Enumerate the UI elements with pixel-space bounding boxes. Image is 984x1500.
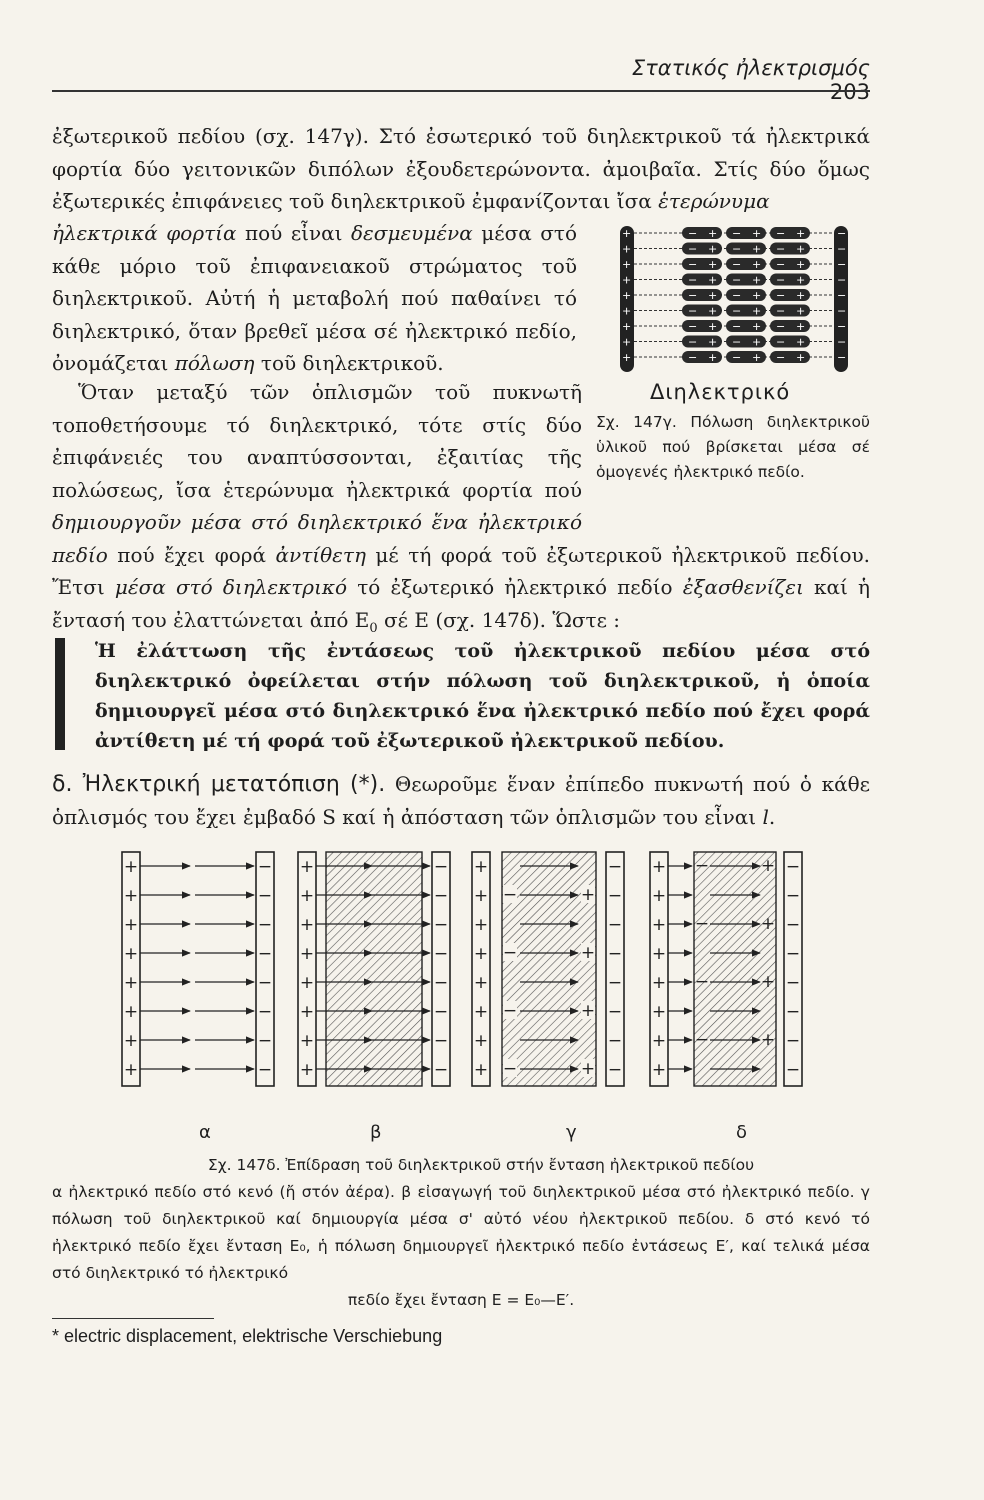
induced-positive: + [760,1030,776,1050]
figure-147d [110,846,820,1096]
dipole-charge: − [732,289,742,302]
dipole-charge: + [796,289,806,302]
dipole-charge: − [776,258,786,271]
running-header [590,56,870,104]
dipole-charge: + [752,258,762,271]
plate-negative-sign: − [607,973,623,993]
para1-text-d: κάθε μόριο τοῦ ἐπιφανειακοῦ στρώματος τοῦ διηλεκτρικοῦ. Αὐτή ἡ μεταβολή πού παθαίνει τό διηλεκτρικό, ὅταν βρεθεῖ μέσα σέ ἠλεκτρικό πεδίο, ὀνομάζεται [52,253,577,375]
induced-positive: + [760,972,776,992]
plate-positive-sign: + [299,886,315,906]
dipole-charge: − [732,335,742,349]
dipole-charge: + [752,227,762,240]
dipole-charge: − [776,227,786,240]
plate-plus-sign: + [622,289,632,302]
label-alpha: α [199,1122,211,1143]
plate-negative-sign: − [257,973,273,993]
plate-plus-sign: + [622,335,632,349]
dipole-charge: + [708,227,718,240]
induced-positive: + [580,1001,596,1021]
dipole-charge: + [796,273,806,287]
plate-negative-sign: − [785,973,801,993]
plate-positive-sign: + [473,886,489,906]
dipole-charge: + [708,320,718,333]
para1-text-e: τοῦ διηλεκτρικοῦ. [254,351,444,375]
para1-text-b: πού εἶναι [236,221,352,245]
dipole-charge: + [752,273,762,287]
plate-positive-sign: + [651,1031,667,1051]
plate-negative-sign: − [607,1002,623,1022]
plate-negative-sign: − [607,886,623,906]
dipole-charge: + [796,351,806,364]
plate-positive-sign: + [123,915,139,935]
induced-positive: + [580,943,596,963]
bold-statement: Ἡ ἐλάττωση τῆς ἐντάσεως τοῦ ἠλεκτρικοῦ πεδίου μέσα στό διηλεκτρικό ὀφείλεται στήν πόλωση τοῦ διηλεκτρικοῦ, ἡ ὁποία δημιουργεῖ μέσα στό διηλεκτρικό ἕνα ἠλεκτρικό πεδίο πού ἔχει φορά ἀντίθετη μέ τή φορά τοῦ ἐξωτερικοῦ ἠλεκτρικοῦ πεδίου. [95,640,870,752]
label-gamma: γ [566,1122,577,1143]
footnote-rule [52,1318,214,1319]
paragraph-1-top [52,120,870,218]
dipole-charge: + [708,258,718,271]
dipole-charge: − [776,242,786,256]
plate-positive-sign: + [299,973,315,993]
plate-positive-sign: + [299,944,315,964]
plate-negative-sign: − [785,1060,801,1080]
paragraph-2 [52,376,870,645]
dipole-charge: − [688,258,698,271]
plate-minus-sign: − [837,227,847,240]
plate-negative-sign: − [785,944,801,964]
section-delta-heading: δ. Ἠλεκτρική μετατόπιση (*). [52,772,386,797]
plate-minus-sign: − [837,258,847,271]
plate-negative-sign: − [257,1002,273,1022]
plate-plus-sign: + [622,351,632,364]
dipole-charge: − [776,304,786,318]
plate-positive-sign: + [473,1060,489,1080]
label-delta: δ [736,1122,748,1143]
emphasis-bar [55,638,65,750]
dipole-charge: + [752,242,762,256]
plate-minus-sign: − [837,320,847,333]
section-delta-l: l [762,805,769,829]
dipole-charge: + [796,227,806,240]
plate-minus-sign: − [837,335,847,349]
plate-positive-sign: + [651,1002,667,1022]
plate-negative-sign: − [785,1002,801,1022]
plate-positive-sign: + [123,973,139,993]
para1-italic-b: ἠλεκτρικά φορτία [52,221,237,245]
figure-147c [612,222,852,382]
plate-negative-sign: − [785,915,801,935]
plate-positive-sign: + [473,973,489,993]
dipole-charge: − [732,351,742,364]
plate-minus-sign: − [837,289,847,302]
plate-negative-sign: − [433,944,449,964]
section-delta-end: . [768,805,776,829]
dipole-charge: − [732,242,742,256]
figure-147d-caption [52,1152,870,1314]
dipole-charge: − [688,242,698,256]
plate-minus-sign: − [837,242,847,256]
plate-negative-sign: − [257,1060,273,1080]
plate-negative-sign: − [257,857,273,877]
dipole-charge: + [708,335,718,349]
para2-italic-2: ἀντίθετη [275,542,366,567]
para1-italic-a: ἑτερώνυμα [658,189,770,213]
plate-positive-sign: + [473,915,489,935]
plate-positive-sign: + [473,857,489,877]
dipole-charge: + [796,242,806,256]
induced-positive: + [580,1059,596,1079]
plate-minus-sign: − [837,351,847,364]
dielectric-slab [326,852,422,1086]
dipole-charge: + [708,242,718,256]
induced-positive: + [580,885,596,905]
plate-negative-sign: − [607,915,623,935]
plate-negative-sign: − [257,886,273,906]
dipole-charge: + [752,351,762,364]
para2-text-3: μέ τή φορά τοῦ ἐξωτερικοῦ ἠλεκτρικοῦ πεδίου. Ἔτσι [52,542,871,599]
footnote: * electric displacement, elektrische Verschiebung [52,1326,443,1346]
para2-float-space [582,376,870,518]
plate-positive-sign: + [299,1031,315,1051]
caption-last: πεδίο ἔχει ἔνταση E = E₀—E′. [347,1291,575,1309]
dipole-charge: − [688,289,698,302]
dipole-charge: − [776,320,786,333]
running-title: Στατικός ἠλεκτρισμός [631,56,870,80]
dipole-charge: − [688,304,698,318]
para1-italic-c: δεσμευμένα [351,221,473,245]
plate-positive-sign: + [651,915,667,935]
dipole-charge: − [732,258,742,271]
plate-negative-sign: − [257,1031,273,1051]
dipole-charge: + [708,304,718,318]
para2-text-6: σέ E (σχ. 147δ). Ὥστε : [377,607,621,632]
dipole-charge: − [688,335,698,349]
induced-negative: − [694,1030,710,1050]
plate-positive-sign: + [123,1002,139,1022]
induced-negative: − [694,914,710,934]
induced-negative: − [502,1001,518,1021]
plate-positive-sign: + [651,1060,667,1080]
plate-positive-sign: + [299,857,315,877]
para1-italic-d: πόλωση [174,351,255,375]
para2-sub: 0 [369,620,378,636]
plate-positive-sign: + [651,857,667,877]
dipole-charge: − [776,273,786,287]
label-beta: β [370,1122,382,1143]
plate-positive-sign: + [299,1002,315,1022]
plate-negative-sign: − [607,1060,623,1080]
para1-text-a: ἐξωτερικοῦ πεδίου (σχ. 147γ). Στό ἐσωτερικό τοῦ διηλεκτρικοῦ τά ἠλεκτρικά φορτία δύο γειτονικῶν διπόλων ἐξουδετερώνοντα. ἀμοιβαῖα. Στίς δύο ὅμως ἐξωτερικές ἐπιφάνειες τοῦ διηλεκτρικοῦ ἐμφανίζονται ἴσα [52,124,870,213]
dipole-charge: − [732,227,742,240]
dipole-charge: − [688,351,698,364]
dipole-charge: − [688,273,698,287]
dipole-charge: − [776,335,786,349]
plate-negative-sign: − [785,857,801,877]
plate-negative-sign: − [433,1002,449,1022]
plate-negative-sign: − [433,915,449,935]
paragraph-1-rest [52,217,577,380]
plate-negative-sign: − [433,973,449,993]
dipole-charge: − [688,227,698,240]
plate-positive-sign: + [123,1060,139,1080]
dipole-charge: + [796,335,806,349]
para2-text-5: καί ἡ ἔντασή του ἐλαττώνεται ἀπό E [52,575,871,632]
plate-plus-sign: + [622,242,632,256]
induced-negative: − [502,885,518,905]
dipole-charge: − [688,320,698,333]
caption-body: α ἠλεκτρικό πεδίο στό κενό (ἤ στόν ἀέρα). β εἰσαγωγή τοῦ διηλεκτρικοῦ μέσα στό ἠλεκτρικό πεδίο. γ πόλωση τοῦ διηλεκτρικοῦ καί δημιουργία μέσα σ' αὐτό νέου ἠλεκτρικοῦ πεδίου. δ στό κενό τό ἠλεκτρικό πεδίο ἔχει ἔνταση E₀, ἡ πόλωση δημιουργεῖ ἠλεκτρικό πεδίο ἐντάσεως E′, καί τελικά μέσα στό διηλεκτρικό τό ἠλεκτρικό [52,1183,870,1282]
dipole-charge: − [732,304,742,318]
dipole-charge: + [708,351,718,364]
section-delta [52,768,870,833]
plate-positive-sign: + [123,857,139,877]
plate-positive-sign: + [299,1060,315,1080]
plate-plus-sign: + [622,258,632,271]
plate-negative-sign: − [607,857,623,877]
plate-positive-sign: + [651,886,667,906]
induced-negative: − [694,972,710,992]
dipole-charge: + [752,289,762,302]
dielectric-slab [694,852,776,1086]
dipole-charge: − [732,273,742,287]
plate-negative-sign: − [257,944,273,964]
plate-positive-sign: + [473,1002,489,1022]
dipole-charge: − [776,351,786,364]
plate-positive-sign: + [651,944,667,964]
para1-text-c: μέσα στό [472,221,577,245]
figure-147c-label: Διηλεκτρικό [650,380,791,404]
plate-negative-sign: − [785,1031,801,1051]
figure-147c-caption: Σχ. 147γ. Πόλωση διηλεκτρικοῦ ὑλικοῦ πού βρίσκεται μέσα σέ ὁμογενές ἠλεκτρικό πεδίο. [596,413,870,481]
plate-positive-sign: + [473,944,489,964]
dipole-charge: + [796,304,806,318]
plate-negative-sign: − [433,857,449,877]
page-number: 203 [829,80,870,104]
dipole-charge: + [708,273,718,287]
plate-negative-sign: − [433,1031,449,1051]
plate-plus-sign: + [622,273,632,287]
plate-negative-sign: − [785,886,801,906]
plate-positive-sign: + [299,915,315,935]
para2-text-2: πού ἔχει φορά [107,542,276,567]
para2-text-1: Ὅταν μεταξύ τῶν ὁπλισμῶν τοῦ πυκνωτῆ τοποθετήσουμε τό διηλεκτρικό, τότε στίς δύο ἐπιφάνειές του αναπτύσσονται, ἐξαιτίας τῆς πολώσεως, ἴσα ἑτερώνυμα ἠλεκτρικά φορτία πού [52,380,582,502]
plate-negative-sign: − [607,1031,623,1051]
dipole-charge: − [776,289,786,302]
para2-italic-4: ἐξασθενίζει [682,575,804,599]
section-delta-text: Θεωροῦμε ἕναν ἐπίπεδο πυκνωτή πού ὁ κάθε ὁπλισμός του ἔχει ἐμβαδό S καί ἡ ἀπόσταση τῶν ὁπλισμῶν του εἶναι [52,772,870,829]
plate-plus-sign: + [622,320,632,333]
dipole-charge: + [752,320,762,333]
plate-positive-sign: + [123,944,139,964]
caption-title: Σχ. 147δ. Ἐπίδραση τοῦ διηλεκτρικοῦ στήν ἔνταση ἠλεκτρικοῦ πεδίου [207,1156,755,1174]
dipole-charge: + [796,258,806,271]
dipole-charge: − [732,320,742,333]
induced-negative: − [502,1059,518,1079]
plate-negative-sign: − [257,915,273,935]
plate-positive-sign: + [123,886,139,906]
plate-plus-sign: + [622,304,632,318]
dipole-charge: + [752,304,762,318]
dipole-charge: + [752,335,762,349]
dipole-charge: + [796,320,806,333]
induced-negative: − [694,856,710,876]
induced-negative: − [502,943,518,963]
induced-positive: + [760,914,776,934]
para2-text-4: τό ἐξωτερικό ἠλεκτρικό πεδίο [347,575,683,599]
plate-minus-sign: − [837,273,847,287]
header-rule [52,90,870,92]
plate-negative-sign: − [607,944,623,964]
plate-negative-sign: − [433,886,449,906]
induced-positive: + [760,856,776,876]
plate-positive-sign: + [123,1031,139,1051]
plate-negative-sign: − [433,1060,449,1080]
plate-positive-sign: + [651,973,667,993]
plate-plus-sign: + [622,227,632,240]
dipole-charge: + [708,289,718,302]
para2-italic-1: δημιουργοῦν μέσα στό διηλεκτρικό ἕνα ἠλεκτρικό πεδίο [52,510,582,567]
plate-positive-sign: + [473,1031,489,1051]
para2-italic-3: μέσα στό διηλεκτρικό [114,575,348,599]
plate-minus-sign: − [837,304,847,318]
